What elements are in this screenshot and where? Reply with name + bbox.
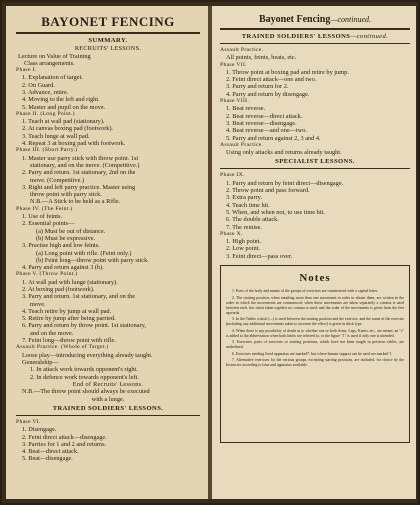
phase-title: Phase VII. xyxy=(220,61,247,68)
lesson-line: 1. Teach at wall pad (stationary). xyxy=(22,118,105,126)
lesson-line: and on the move. xyxy=(30,329,74,337)
trained-heading-text: TRAINED SOLDIERS' LESSONS xyxy=(241,33,351,40)
lesson-line: 4. Moving to the left and right. xyxy=(22,96,100,104)
lesson-line: 1. Disengage. xyxy=(22,426,57,434)
lesson-line: 4. Beat—direct attack. xyxy=(22,448,79,456)
nb-note xyxy=(16,388,200,403)
lesson-line: 4. Parry and return by disengage. xyxy=(226,90,310,98)
title-rule xyxy=(16,32,200,34)
lesson-line: 6. Parry and return by throw point. 1st stationary, xyxy=(22,322,146,330)
lesson-line: 1. At wall pad with lunge (stationary). xyxy=(22,278,118,286)
assault-line: 1. In attack work towards opponent's right. xyxy=(30,366,138,374)
lesson-line: 5. Retire by jump after being parried. xyxy=(22,315,116,323)
lesson-line: 1. Parry and return by feint direct—disengage. xyxy=(226,179,344,187)
lesson-line: 5. When, and when not, to use time hit. xyxy=(226,208,325,216)
lesson-line: (b) Feint long—throw point with parry stick. xyxy=(36,256,149,264)
specialist-heading: SPECIALIST LESSONS. xyxy=(275,158,355,166)
assault-lines xyxy=(16,352,200,381)
phase-title: Phase III. (Short Parry.) xyxy=(16,147,78,154)
intro-block xyxy=(16,53,200,68)
section-rule xyxy=(16,415,200,416)
lesson-line: 1. High point. xyxy=(226,238,261,246)
phase6-title: Phase VI. xyxy=(16,418,41,425)
lesson-line: 2. Low point. xyxy=(226,245,260,253)
phase-title: Phase II. (Long Point.) xyxy=(16,110,75,117)
trained-heading: TRAINED SOLDIERS' LESSONS. xyxy=(52,404,164,412)
lesson-line: 3. Practise high and low feints. xyxy=(22,242,100,250)
lesson-line: 1. Explanation of target. xyxy=(22,74,83,82)
lesson-line: 2. Feint direct attack—one and two. xyxy=(226,76,317,84)
phase9-lines xyxy=(220,180,410,231)
lesson-line: 7. The remise. xyxy=(226,223,262,231)
lesson-line: 3. Parry and return. 1st stationary, and on the xyxy=(22,293,136,301)
note-item: 3. In the Tables a dash (—) is used between the starting position and the exercise, and the name of the exercise (including any additional movements taken to increase the effect) is given in thick type. xyxy=(226,317,404,327)
lesson-line: 2. Beat reverse—direct attack. xyxy=(226,112,303,120)
note-item: 7. Alternative exercises for the various groups, excepting starting positions, are included, for choice by the Instructor according to time and apparatus available. xyxy=(226,358,404,368)
lesson-line: 3. Right and left parry practice. Master using xyxy=(22,183,136,191)
lesson-line: 7. Feint long—throw point with rifle. xyxy=(22,337,116,345)
lesson-line: 3. Extra parry. xyxy=(226,194,262,202)
assault-practice-title-3: Assault Practice. xyxy=(220,141,264,148)
lesson-line: 1. Beat reverse. xyxy=(226,105,266,113)
lesson-line: 2. Throw point and pass forward. xyxy=(226,187,310,195)
phase10-title: Phase X. xyxy=(220,230,243,237)
right-section-rule xyxy=(220,43,410,44)
lesson-line: 5. Beat—disengage. xyxy=(22,455,73,463)
assault-practice-title: Assault Practice. (Whole of Target.) xyxy=(16,344,109,351)
lesson-line: 3. Feint direct—pass over. xyxy=(226,252,293,260)
trained-continued-heading xyxy=(220,33,410,41)
right-title-continued: —continued. xyxy=(330,15,372,24)
lesson-line: 3. Parries for 1 and 2 and returns. xyxy=(22,440,107,448)
lesson-line: 5. Master and pupil on the move. xyxy=(22,103,106,111)
note-item: 1. Parts of the body and names of the groups of exercises are commenced with a capital letter. xyxy=(232,289,378,294)
assault-line: Loose play—introducing everything already taught. xyxy=(22,351,153,359)
lesson-line: 2. Parry and return. 1st stationary, 2nd on the xyxy=(22,169,136,177)
note-item: 6. Exercises needing fixed apparatus are marked*, but where human support can be used are marked †. xyxy=(232,351,393,356)
lesson-line: 4. Repeat 3 at boxing pad with footwork. xyxy=(22,140,126,148)
lesson-line: 4. Beat reverse—and one—two. xyxy=(226,127,307,135)
assault-line: 2. In defence work towards opponent's left. xyxy=(30,373,139,381)
lesson-line: 1. Throw point at boxing pad and retire by jump. xyxy=(226,68,349,76)
lesson-line: (b) Must be expressive. xyxy=(36,234,96,242)
lesson-line: (a) Long point with rifle. (Feint only.) xyxy=(36,249,132,257)
book-spread xyxy=(2,2,418,503)
lesson-line: move. xyxy=(30,300,46,308)
specialist-rule xyxy=(220,168,410,169)
lesson-line: 1. Use of feints. xyxy=(22,213,63,221)
phase9-title: Phase IX. xyxy=(220,172,245,179)
phase-title: Phase VIII. xyxy=(220,98,250,105)
notes-list xyxy=(226,289,404,368)
lesson-line: 4. Parry and return against 3 (b). xyxy=(22,264,104,272)
lesson-line: (a) Must be out of distance. xyxy=(36,227,106,235)
lesson-line: stationary, and on the move. (Competitive.) xyxy=(30,161,140,169)
end-recruits-label: End of Recruits' Lessons. xyxy=(72,380,144,388)
notes-title: Notes xyxy=(299,272,331,285)
intro-line: Class arrangements. xyxy=(24,59,75,67)
lesson-line: 4. Teach retire by jump at wall pad. xyxy=(22,307,112,315)
lesson-line: 3. Teach lunge at wall pad. xyxy=(22,132,90,140)
assault-line: Generalship— xyxy=(22,358,59,366)
left-page xyxy=(6,6,208,499)
lesson-line: throw point with parry stick. xyxy=(30,191,102,199)
phase-title: Phase I. xyxy=(16,67,37,74)
summary-heading: SUMMARY. xyxy=(88,37,128,44)
lesson-line: 3. Parry and return for 2. xyxy=(226,83,289,91)
lesson-line: 2. Feint direct attack—disengage. xyxy=(22,433,107,441)
lesson-line: 2. At canvas boxing pad (footwork). xyxy=(22,125,114,133)
phase10-lines xyxy=(220,238,410,260)
right-title-rule xyxy=(220,28,410,30)
recruits-heading: RECRUITS' LESSONS. xyxy=(74,45,142,52)
trained-heading-continued: —continued. xyxy=(350,33,389,40)
right-page-title xyxy=(220,14,410,25)
lesson-line: move. (Competitive.) xyxy=(30,176,85,184)
phase-title: Phase V. (Throw Point.) xyxy=(16,271,78,278)
phase6-lines xyxy=(16,426,200,462)
lesson-line: 2. At boxing pad (footwork). xyxy=(22,286,95,293)
assault-practice-title-2: Assault Practice. xyxy=(220,47,264,53)
lesson-line: 5. Parry and return against 2, 3 and 4. xyxy=(226,134,321,142)
lesson-line: 1. Master use parry stick with throw point. 1st xyxy=(22,154,139,162)
page-title: BAYONET FENCING xyxy=(41,14,175,29)
phase-title: Phase IV. (The Feint.) xyxy=(16,205,73,212)
nb-line: with a lunge. xyxy=(91,395,125,403)
recruit-phases xyxy=(16,67,200,344)
right-title-main: Bayonet Fencing xyxy=(258,14,331,25)
lesson-line: 2. Essential points— xyxy=(22,220,75,228)
nb-line: N.B.—The throw point should always be executed xyxy=(22,388,150,396)
lesson-line: N.B.—A Stick to be held as a Rifle. xyxy=(30,198,121,206)
assault-practice-line-2: Using only attacks and returns already taught. xyxy=(226,149,342,157)
assault-practice-line: All points, feints, beats, etc. xyxy=(226,54,297,62)
lesson-line: 3. Advance, retire. xyxy=(22,88,69,96)
intro-line: Lecture on Value of Training xyxy=(18,52,91,60)
lesson-line: 4. Teach time hit. xyxy=(226,201,270,209)
note-item: 5. Exercises, parts of exercises or starting positions, which have not been taught in previous tables, are underlined. xyxy=(226,340,404,350)
note-item: 4. When there is any possibility of doubt as to whether one or both Arms, Legs, Knees, etc., are meant, an "s" is added to the abbreviation when both limbs are referred to, or the figure "1" is used if only one is intended. xyxy=(226,328,404,338)
trained-phases xyxy=(220,62,410,142)
lesson-line: 6. The double attack. xyxy=(226,216,279,224)
note-item: 2. The starting position, when entailing more than one movement in order to obtain them, are written in the order in which the movements are commenced; when these movements are taken separately a comma is used between each, but when taken together no comma is used, and the order of the movements is given from the feet upwards. xyxy=(226,295,404,315)
notes-box xyxy=(220,265,410,443)
lesson-line: 2. On Guard. xyxy=(22,81,55,89)
right-page xyxy=(212,6,416,499)
lesson-line: 3. Beat reverse—disengage. xyxy=(226,119,297,127)
